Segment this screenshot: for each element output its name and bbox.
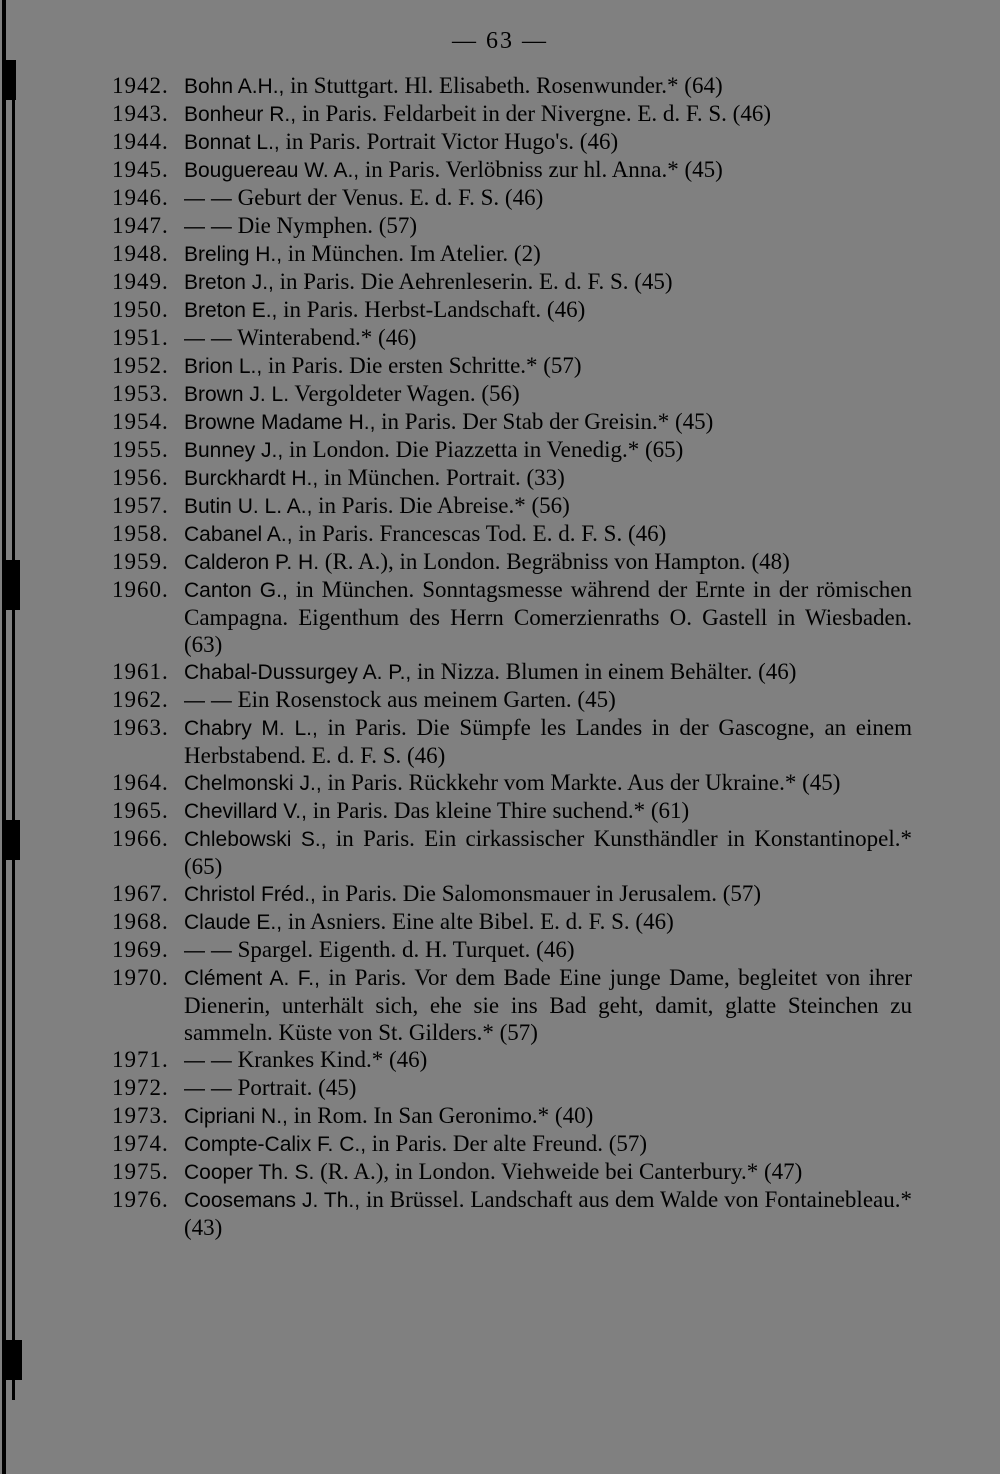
entry-text: in München. Portrait. (33) — [323, 465, 565, 490]
entry-artist: — — — [184, 187, 232, 210]
entry-artist: Calderon P. H. — [184, 551, 320, 574]
entry-text: Krankes Kind.* (46) — [237, 1047, 428, 1072]
entry-artist: Breling H., — [184, 243, 283, 266]
entry-body — [184, 520, 912, 548]
catalog-entry — [112, 520, 912, 548]
entry-number: 1974. — [112, 1131, 169, 1156]
entry-artist: Breton J., — [184, 271, 274, 294]
catalog-entry — [112, 492, 912, 520]
catalog-entry — [112, 964, 912, 1046]
catalog-entry — [112, 212, 912, 240]
entry-number: 1966. — [112, 826, 169, 851]
entry-body — [184, 296, 912, 324]
catalog-entry — [112, 908, 912, 936]
entry-artist: Bunney J., — [184, 439, 284, 462]
entry-number: 1945. — [112, 157, 169, 182]
entry-artist: Bonnat L., — [184, 131, 280, 154]
entry-artist: Canton G., — [184, 579, 288, 602]
binding-edge — [2, 0, 32, 1474]
entry-text: in Paris. Der alte Freund. (57) — [371, 1131, 648, 1156]
entry-artist: — — — [184, 1049, 232, 1072]
catalog-entries — [112, 72, 912, 1241]
catalog-entry — [112, 880, 912, 908]
entry-number: 1967. — [112, 881, 169, 906]
entry-artist: Browne Madame H., — [184, 411, 376, 434]
entry-text: in Stuttgart. Hl. Elisabeth. Rosenwunder.* (64) — [290, 73, 723, 98]
entry-text: (R. A.), in London. Viehweide bei Canterbury.* (47) — [320, 1159, 803, 1184]
entry-artist: Cooper Th. S. — [184, 1161, 315, 1184]
entry-number: 1946. — [112, 185, 169, 210]
entry-text: in Paris. Die Abreise.* (56) — [318, 493, 570, 518]
entry-artist: Bouguereau W. A., — [184, 159, 360, 182]
entry-number: 1944. — [112, 129, 169, 154]
entry-body — [184, 880, 912, 908]
entry-artist: — — — [184, 215, 232, 238]
entry-body — [184, 964, 912, 1046]
entry-body — [184, 380, 912, 408]
entry-text: Geburt der Venus. E. d. F. S. (46) — [237, 185, 544, 210]
entry-artist: Cipriani N., — [184, 1105, 288, 1128]
entry-artist: Compte-Calix F. C., — [184, 1133, 367, 1156]
entry-number: 1960. — [112, 577, 169, 602]
entry-number: 1950. — [112, 297, 169, 322]
entry-text: (R. A.), in London. Begräbniss von Hampton. (48) — [324, 549, 790, 574]
entry-body — [184, 1130, 912, 1158]
entry-text: in Paris. Verlöbniss zur hl. Anna.* (45) — [364, 157, 723, 182]
entry-artist: Brown J. L. — [184, 383, 290, 406]
entry-body — [184, 576, 912, 658]
catalog-entry — [112, 184, 912, 212]
entry-artist: Burckhardt H., — [184, 467, 319, 490]
entry-text: in Paris. Das kleine Thire suchend.* (61) — [312, 798, 690, 823]
catalog-entry — [112, 1046, 912, 1074]
entry-number: 1976. — [112, 1187, 169, 1212]
entry-number: 1958. — [112, 521, 169, 546]
catalog-entry — [112, 936, 912, 964]
entry-number: 1975. — [112, 1159, 169, 1184]
page-number: — 63 — — [452, 28, 548, 54]
catalog-entry — [112, 128, 912, 156]
entry-text: in München. Im Atelier. (2) — [287, 241, 541, 266]
entry-body — [184, 156, 912, 184]
catalog-entry — [112, 686, 912, 714]
entry-text: in London. Die Piazzetta in Venedig.* (65) — [288, 437, 684, 462]
entry-number: 1949. — [112, 269, 169, 294]
entry-text: in Brüssel. Landschaft aus dem Walde von Fontainebleau.* (43) — [184, 1187, 912, 1240]
catalog-entry — [112, 825, 912, 880]
entry-body — [184, 100, 912, 128]
catalog-entry — [112, 576, 912, 658]
entry-body — [184, 492, 912, 520]
entry-number: 1971. — [112, 1047, 169, 1072]
entry-body — [184, 548, 912, 576]
entry-text: Portrait. (45) — [237, 1075, 357, 1100]
entry-number: 1951. — [112, 325, 169, 350]
entry-artist: — — — [184, 1077, 232, 1100]
entry-text: in Paris. Francescas Tod. E. d. F. S. (46) — [298, 521, 667, 546]
catalog-entry — [112, 714, 912, 769]
entry-artist: Butin U. L. A., — [184, 495, 313, 518]
catalog-entry — [112, 1074, 912, 1102]
entry-body — [184, 658, 912, 686]
entry-artist: Chabry M. L., — [184, 717, 318, 740]
entry-body — [184, 72, 912, 100]
entry-body — [184, 268, 912, 296]
entry-artist: Chabal-Dussurgey A. P., — [184, 661, 412, 684]
catalog-entry — [112, 769, 912, 797]
entry-body — [184, 464, 912, 492]
entry-number: 1965. — [112, 798, 169, 823]
entry-body — [184, 769, 912, 797]
entry-artist: Bohn A.H., — [184, 75, 285, 98]
entry-number: 1963. — [112, 715, 169, 740]
entry-number: 1962. — [112, 687, 169, 712]
entry-artist: Clément A. F., — [184, 967, 320, 990]
entry-text: in Paris. Die Aehrenleserin. E. d. F. S. (45) — [279, 269, 673, 294]
entry-artist: Chevillard V., — [184, 800, 307, 823]
catalog-entry — [112, 296, 912, 324]
entry-body — [184, 1102, 912, 1130]
entry-text: Die Nymphen. (57) — [237, 213, 418, 238]
entry-body — [184, 714, 912, 769]
entry-artist: Chelmonski J., — [184, 772, 322, 795]
entry-body — [184, 1158, 912, 1186]
entry-text: in Paris. Die Sümpfe les Landes in der Gascogne, an einem Herbstabend. E. d. F. S. (46) — [184, 715, 913, 768]
entry-number: 1942. — [112, 73, 169, 98]
catalog-entry — [112, 324, 912, 352]
entry-text: in Rom. In San Geronimo.* (40) — [293, 1103, 594, 1128]
entry-artist: Cabanel A., — [184, 523, 293, 546]
entry-body — [184, 936, 912, 964]
entry-number: 1952. — [112, 353, 169, 378]
entry-number: 1955. — [112, 437, 169, 462]
catalog-entry — [112, 1130, 912, 1158]
entry-text: in Nizza. Blumen in einem Behälter. (46) — [417, 659, 797, 684]
entry-artist: Breton E., — [184, 299, 278, 322]
entry-number: 1961. — [112, 659, 169, 684]
entry-body — [184, 240, 912, 268]
entry-body — [184, 686, 912, 714]
entry-text: in Paris. Rückkehr vom Markte. Aus der Ukraine.* (45) — [327, 770, 841, 795]
entry-text: in Paris. Feldarbeit in der Nivergne. E. d. F. S. (46) — [301, 101, 771, 126]
catalog-entry — [112, 1158, 912, 1186]
entry-number: 1970. — [112, 965, 169, 990]
entry-artist: — — — [184, 939, 232, 962]
entry-text: in Paris. Herbst-Landschaft. (46) — [283, 297, 586, 322]
entry-text: Spargel. Eigenth. d. H. Turquet. (46) — [237, 937, 575, 962]
entry-artist: — — — [184, 689, 232, 712]
entry-text: in Paris. Der Stab der Greisin.* (45) — [381, 409, 714, 434]
entry-text: in Paris. Ein cirkassischer Kunsthändler in Konstantinopel.* (65) — [184, 826, 913, 879]
entry-text: Vergoldeter Wagen. (56) — [294, 381, 520, 406]
catalog-entry — [112, 548, 912, 576]
entry-artist: Bonheur R., — [184, 103, 297, 126]
entry-number: 1964. — [112, 770, 169, 795]
entry-number: 1957. — [112, 493, 169, 518]
entry-text: in Asniers. Eine alte Bibel. E. d. F. S. (46) — [287, 909, 674, 934]
catalog-entry — [112, 408, 912, 436]
entry-text: in München. Sonntagsmesse während der Ernte in der römischen Campagna. Eigenthum des Herrn Comerzienraths O. Gastell in Wiesbaden. (63) — [184, 577, 913, 657]
catalog-entry — [112, 797, 912, 825]
catalog-entry — [112, 100, 912, 128]
entry-artist: — — — [184, 327, 232, 350]
entry-number: 1956. — [112, 465, 169, 490]
entry-artist: Christol Fréd., — [184, 883, 316, 906]
entry-text: in Paris. Die Salomonsmauer in Jerusalem. (57) — [321, 881, 762, 906]
entry-number: 1947. — [112, 213, 169, 238]
entry-body — [184, 908, 912, 936]
entry-body — [184, 128, 912, 156]
entry-body — [184, 797, 912, 825]
entry-body — [184, 352, 912, 380]
entry-body — [184, 324, 912, 352]
catalog-entry — [112, 268, 912, 296]
catalog-entry — [112, 464, 912, 492]
entry-text: Winterabend.* (46) — [237, 325, 417, 350]
entry-number: 1972. — [112, 1075, 169, 1100]
entry-artist: Claude E., — [184, 911, 283, 934]
entry-body — [184, 408, 912, 436]
entry-text: in Paris. Vor dem Bade Eine junge Dame, begleitet von ihrer Dienerin, unterhält sich, ehe sie ins Bad geht, damit, glatte Steinchen zu sammeln. Küste von St. Gilders.* (57) — [184, 965, 912, 1045]
entry-body — [184, 825, 912, 880]
catalog-entry — [112, 380, 912, 408]
entry-number: 1943. — [112, 101, 169, 126]
entry-number: 1953. — [112, 381, 169, 406]
entry-number: 1954. — [112, 409, 169, 434]
entry-artist: Chlebowski S., — [184, 828, 327, 851]
entry-number: 1959. — [112, 549, 169, 574]
catalog-entry — [112, 156, 912, 184]
entry-body — [184, 212, 912, 240]
entry-text: in Paris. Die ersten Schritte.* (57) — [267, 353, 582, 378]
entry-body — [184, 1074, 912, 1102]
catalog-entry — [112, 436, 912, 464]
entry-text: Ein Rosenstock aus meinem Garten. (45) — [237, 687, 616, 712]
entry-artist: Coosemans J. Th., — [184, 1189, 361, 1212]
entry-body — [184, 1186, 912, 1241]
entry-number: 1948. — [112, 241, 169, 266]
catalog-entry — [112, 658, 912, 686]
catalog-entry — [112, 1186, 912, 1241]
entry-body — [184, 184, 912, 212]
entry-number: 1969. — [112, 937, 169, 962]
entry-text: in Paris. Portrait Victor Hugo's. (46) — [285, 129, 619, 154]
entry-number: 1968. — [112, 909, 169, 934]
entry-artist: Brion L., — [184, 355, 263, 378]
catalog-entry — [112, 240, 912, 268]
catalog-entry — [112, 72, 912, 100]
catalog-entry — [112, 352, 912, 380]
catalog-entry — [112, 1102, 912, 1130]
entry-body — [184, 436, 912, 464]
entry-body — [184, 1046, 912, 1074]
entry-number: 1973. — [112, 1103, 169, 1128]
